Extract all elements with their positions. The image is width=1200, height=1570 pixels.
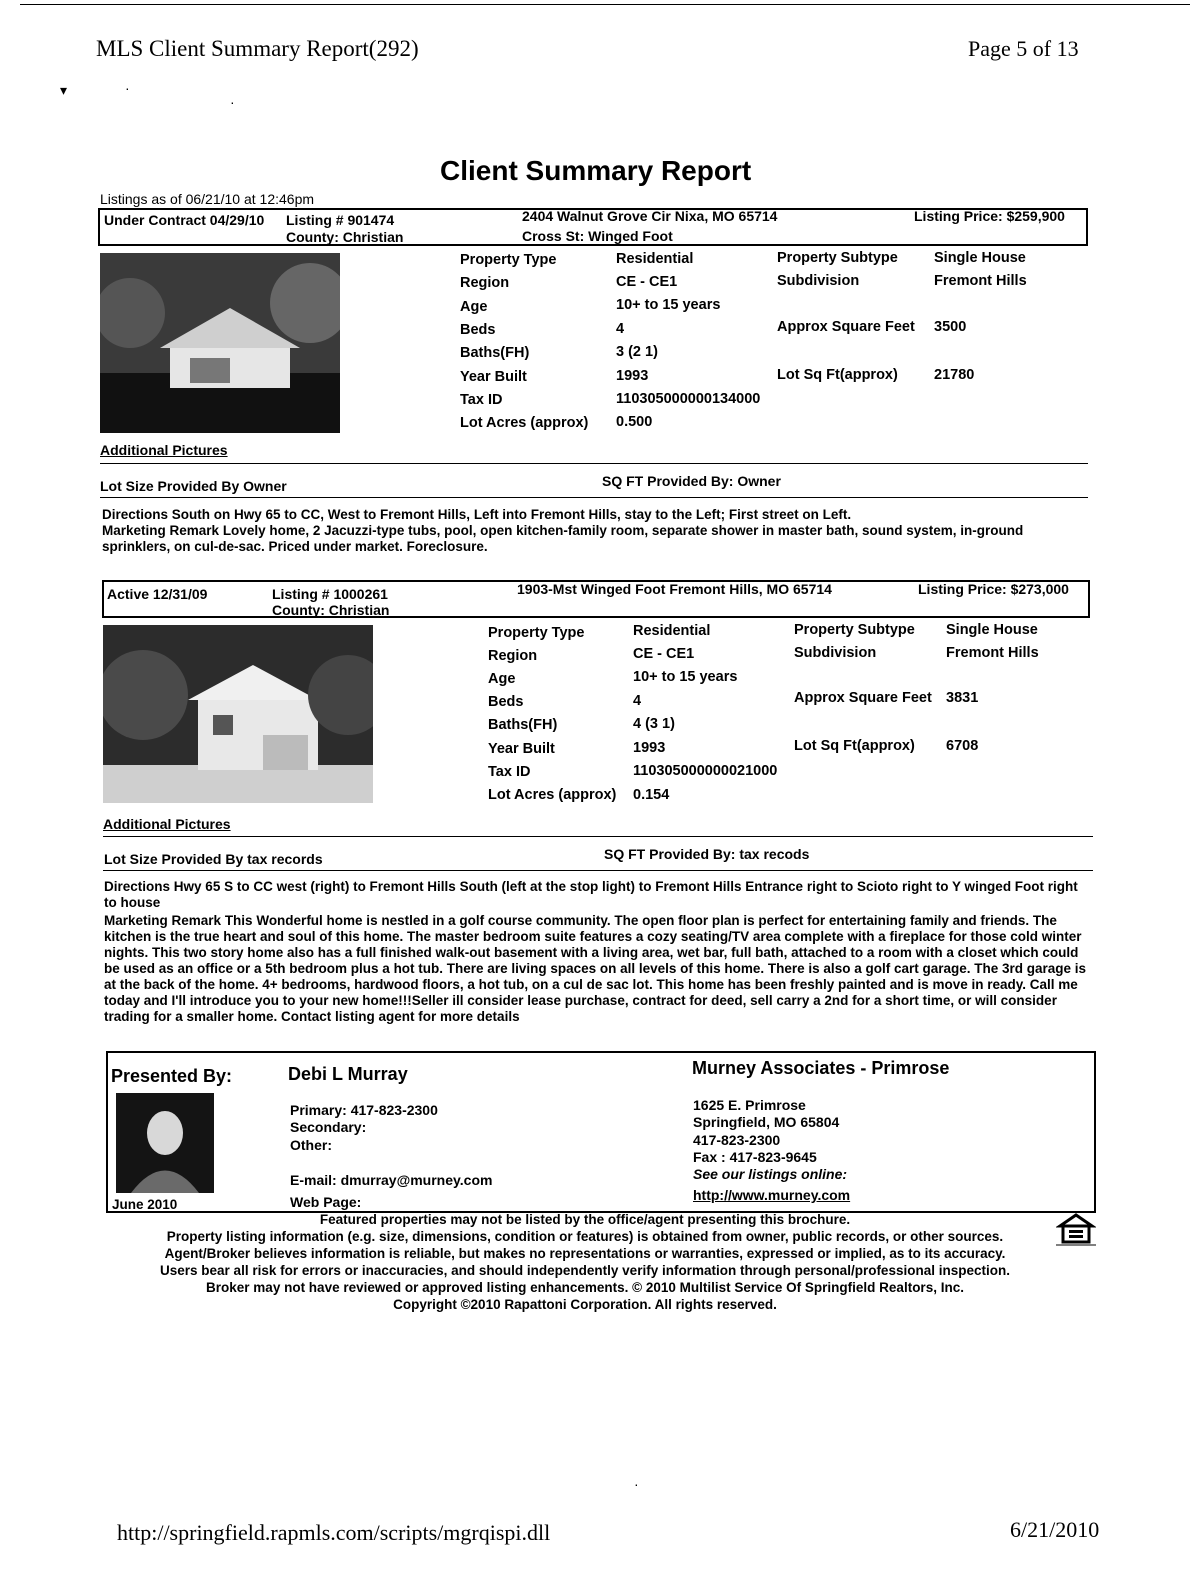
disclaimer-line: Copyright ©2010 Rapattoni Corporation. All rights reserved.	[393, 1297, 777, 1312]
value-tax-id: 110305000000134000	[616, 391, 761, 407]
label-property-type: Property Type	[460, 252, 557, 268]
value-baths: 4 (3 1)	[633, 716, 675, 732]
label-lot-acres: Lot Acres (approx)	[460, 415, 589, 431]
label-age: Age	[488, 671, 516, 687]
agent-name: Debi L Murray	[288, 1064, 408, 1084]
value-lot-acres: 0.154	[633, 787, 670, 803]
office-address-line2: Springfield, MO 65804	[693, 1114, 840, 1130]
label-approx-sqft: Approx Square Feet	[777, 319, 915, 335]
value-property-subtype: Single House	[946, 622, 1038, 638]
footer-date: 6/21/2010	[1010, 1517, 1100, 1542]
disclaimer-line: Property listing information (e.g. size, dimensions, condition or features) is obtained from owner, public records, or other sources.	[166, 1229, 1004, 1244]
listing-directions: Directions Hwy 65 S to CC west (right) to Fremont Hills South (left at the stop light) to Fremont Hills Entrance right to Scioto right to Y winged Foot right to house	[104, 879, 1078, 910]
divider	[100, 463, 1088, 464]
value-baths: 3 (2 1)	[616, 344, 658, 360]
value-age: 10+ to 15 years	[616, 297, 721, 313]
scan-speck: ▾	[60, 82, 68, 98]
listing-address: 2404 Walnut Grove Cir Nixa, MO 65714	[522, 208, 778, 224]
office-website-link[interactable]: http://www.murney.com	[693, 1187, 851, 1203]
listings-as-of: Listings as of 06/21/10 at 12:46pm	[100, 191, 315, 207]
label-tax-id: Tax ID	[488, 764, 531, 780]
label-beds: Beds	[460, 322, 496, 338]
disclaimer-line: Broker may not have reviewed or approved listing enhancements. © 2010 Multilist Service Of Springfield Realtors, Inc.	[206, 1280, 964, 1295]
disclaimer-line: Featured properties may not be listed by the office/agent presenting this brochure.	[319, 1212, 851, 1227]
label-tax-id: Tax ID	[460, 392, 503, 408]
agent-photo-date: June 2010	[112, 1197, 178, 1212]
label-subdivision: Subdivision	[794, 645, 877, 661]
value-approx-sqft: 3500	[934, 319, 967, 335]
listing-county: County: Christian	[272, 602, 390, 618]
value-lot-acres: 0.500	[616, 414, 653, 430]
listing-marketing-remark: Marketing Remark Lovely home, 2 Jacuzzi-type tubs, pool, open kitchen-family room, separate shower in master bath, sound system, in-ground sprinklers, on cul-de-sac. Priced under market. Foreclosure.	[102, 523, 1024, 554]
value-approx-sqft: 3831	[946, 690, 979, 706]
divider	[103, 870, 1093, 871]
person-photo-icon	[116, 1093, 214, 1193]
listing-status: Active 12/31/09	[107, 586, 208, 602]
value-subdivision: Fremont Hills	[946, 645, 1039, 661]
divider	[103, 836, 1093, 837]
agent-primary-phone: Primary: 417-823-2300	[290, 1102, 438, 1118]
listing-marketing-remark: Marketing Remark This Wonderful home is nestled in a golf course community. The open floor plan is perfect for entertaining family and friends. The kitchen is the true heart and soul of this home. The master bedroom suite features a cozy seating/TV area complete with a fireplace for those cold winter nights. This two story home also has a full finished walk-out basement with a living area, wet bar, full bath, attached to a room with a closet which could be used as an office or a 5th bedroom plus a hot tub. There are living spaces on all levels of this home. There is also a golf cart garage. The 3rd garage is at the back of the home. 4+ bedrooms, hardwood floors, a hot tub, on a cul de sac lot. This home has been freshly painted and is move in ready. Call me today and I'll introduce you to your new home!!!Seller ill consider lease purchase, contract for deed, sell carry a 2nd for a short time, or will consider trading for a smaller home. Contact listing agent for more details	[104, 913, 1087, 1024]
office-name: Murney Associates - Primrose	[692, 1058, 950, 1078]
label-age: Age	[460, 299, 488, 315]
presented-by-label: Presented By:	[111, 1066, 233, 1086]
office-address-line1: 1625 E. Primrose	[693, 1097, 806, 1113]
agent-email[interactable]: E-mail: dmurray@murney.com	[290, 1172, 493, 1188]
scan-speck: ·	[125, 80, 130, 96]
equal-housing-icon	[1056, 1212, 1096, 1246]
value-region: CE - CE1	[616, 274, 678, 290]
sqft-provided: SQ FT Provided By: tax recods	[604, 846, 810, 862]
footer-url: http://springfield.rapmls.com/scripts/mgrqispi.dll	[117, 1520, 551, 1545]
label-baths: Baths(FH)	[488, 717, 558, 733]
report-title: Client Summary Report	[440, 155, 752, 186]
top-rule	[20, 4, 1190, 5]
lot-size-provided: Lot Size Provided By tax records	[104, 851, 323, 867]
lot-size-provided: Lot Size Provided By Owner	[100, 478, 287, 494]
office-fax: Fax : 417-823-9645	[693, 1149, 817, 1165]
label-region: Region	[460, 275, 510, 291]
header-title: MLS Client Summary Report(292)	[96, 36, 419, 61]
additional-pictures-link[interactable]: Additional Pictures	[103, 816, 231, 832]
value-beds: 4	[633, 693, 642, 709]
listing-address: 1903-Mst Winged Foot Fremont Hills, MO 65714	[517, 581, 832, 597]
listing-number: Listing # 901474	[286, 212, 395, 228]
listing-county: County: Christian	[286, 229, 404, 245]
label-property-subtype: Property Subtype	[794, 622, 915, 638]
value-property-subtype: Single House	[934, 250, 1026, 266]
label-lot-sqft: Lot Sq Ft(approx)	[777, 367, 898, 383]
label-property-type: Property Type	[488, 625, 585, 641]
value-lot-sqft: 6708	[946, 738, 979, 754]
value-lot-sqft: 21780	[934, 367, 975, 383]
value-subdivision: Fremont Hills	[934, 273, 1027, 289]
listing-number: Listing # 1000261	[272, 586, 388, 602]
label-year-built: Year Built	[488, 741, 555, 757]
label-beds: Beds	[488, 694, 524, 710]
house-photo-icon	[100, 253, 340, 433]
house-photo-icon	[103, 625, 373, 803]
value-age: 10+ to 15 years	[633, 669, 738, 685]
listing-price: Listing Price: $273,000	[918, 581, 1069, 597]
label-property-subtype: Property Subtype	[777, 250, 898, 266]
additional-pictures-link[interactable]: Additional Pictures	[100, 442, 228, 458]
disclaimer-line: Users bear all risk for errors or inaccuracies, and should independently verify information through personal/professional inspection.	[160, 1263, 1010, 1278]
value-beds: 4	[616, 321, 625, 337]
value-property-type: Residential	[616, 251, 694, 267]
label-lot-sqft: Lot Sq Ft(approx)	[794, 738, 915, 754]
value-tax-id: 110305000000021000	[633, 763, 778, 779]
agent-other-phone: Other:	[290, 1137, 332, 1153]
listing-price: Listing Price: $259,900	[914, 208, 1065, 224]
listing-status: Under Contract 04/29/10	[104, 212, 265, 228]
page-number: Page 5 of 13	[968, 36, 1079, 61]
value-year-built: 1993	[616, 368, 649, 384]
label-lot-acres: Lot Acres (approx)	[488, 787, 617, 803]
see-listings-online: See our listings online:	[693, 1166, 848, 1182]
label-region: Region	[488, 648, 538, 664]
label-year-built: Year Built	[460, 369, 527, 385]
agent-web-page: Web Page:	[290, 1194, 362, 1210]
value-region: CE - CE1	[633, 646, 695, 662]
sqft-provided: SQ FT Provided By: Owner	[602, 473, 781, 489]
value-year-built: 1993	[633, 740, 666, 756]
listing-cross-street: Cross St: Winged Foot	[522, 228, 673, 244]
label-subdivision: Subdivision	[777, 273, 860, 289]
agent-secondary-phone: Secondary:	[290, 1119, 367, 1135]
disclaimer-line: Agent/Broker believes information is reliable, but makes no representations or warranties, expressed or implied, as to its accuracy.	[164, 1246, 1006, 1261]
listing-photo[interactable]	[103, 625, 373, 803]
value-property-type: Residential	[633, 623, 711, 639]
scan-speck: ·	[634, 1476, 639, 1492]
scan-speck: ·	[230, 94, 235, 110]
listing-directions: Directions South on Hwy 65 to CC, West to Fremont Hills, Left into Fremont Hills, stay to the Left; First street on Left.	[102, 507, 852, 522]
divider	[100, 497, 1088, 498]
label-baths: Baths(FH)	[460, 345, 530, 361]
label-approx-sqft: Approx Square Feet	[794, 690, 932, 706]
listing-photo[interactable]	[100, 253, 340, 433]
disclaimer	[120, 1211, 1050, 1313]
agent-photo	[116, 1093, 214, 1193]
office-phone: 417-823-2300	[693, 1132, 781, 1148]
